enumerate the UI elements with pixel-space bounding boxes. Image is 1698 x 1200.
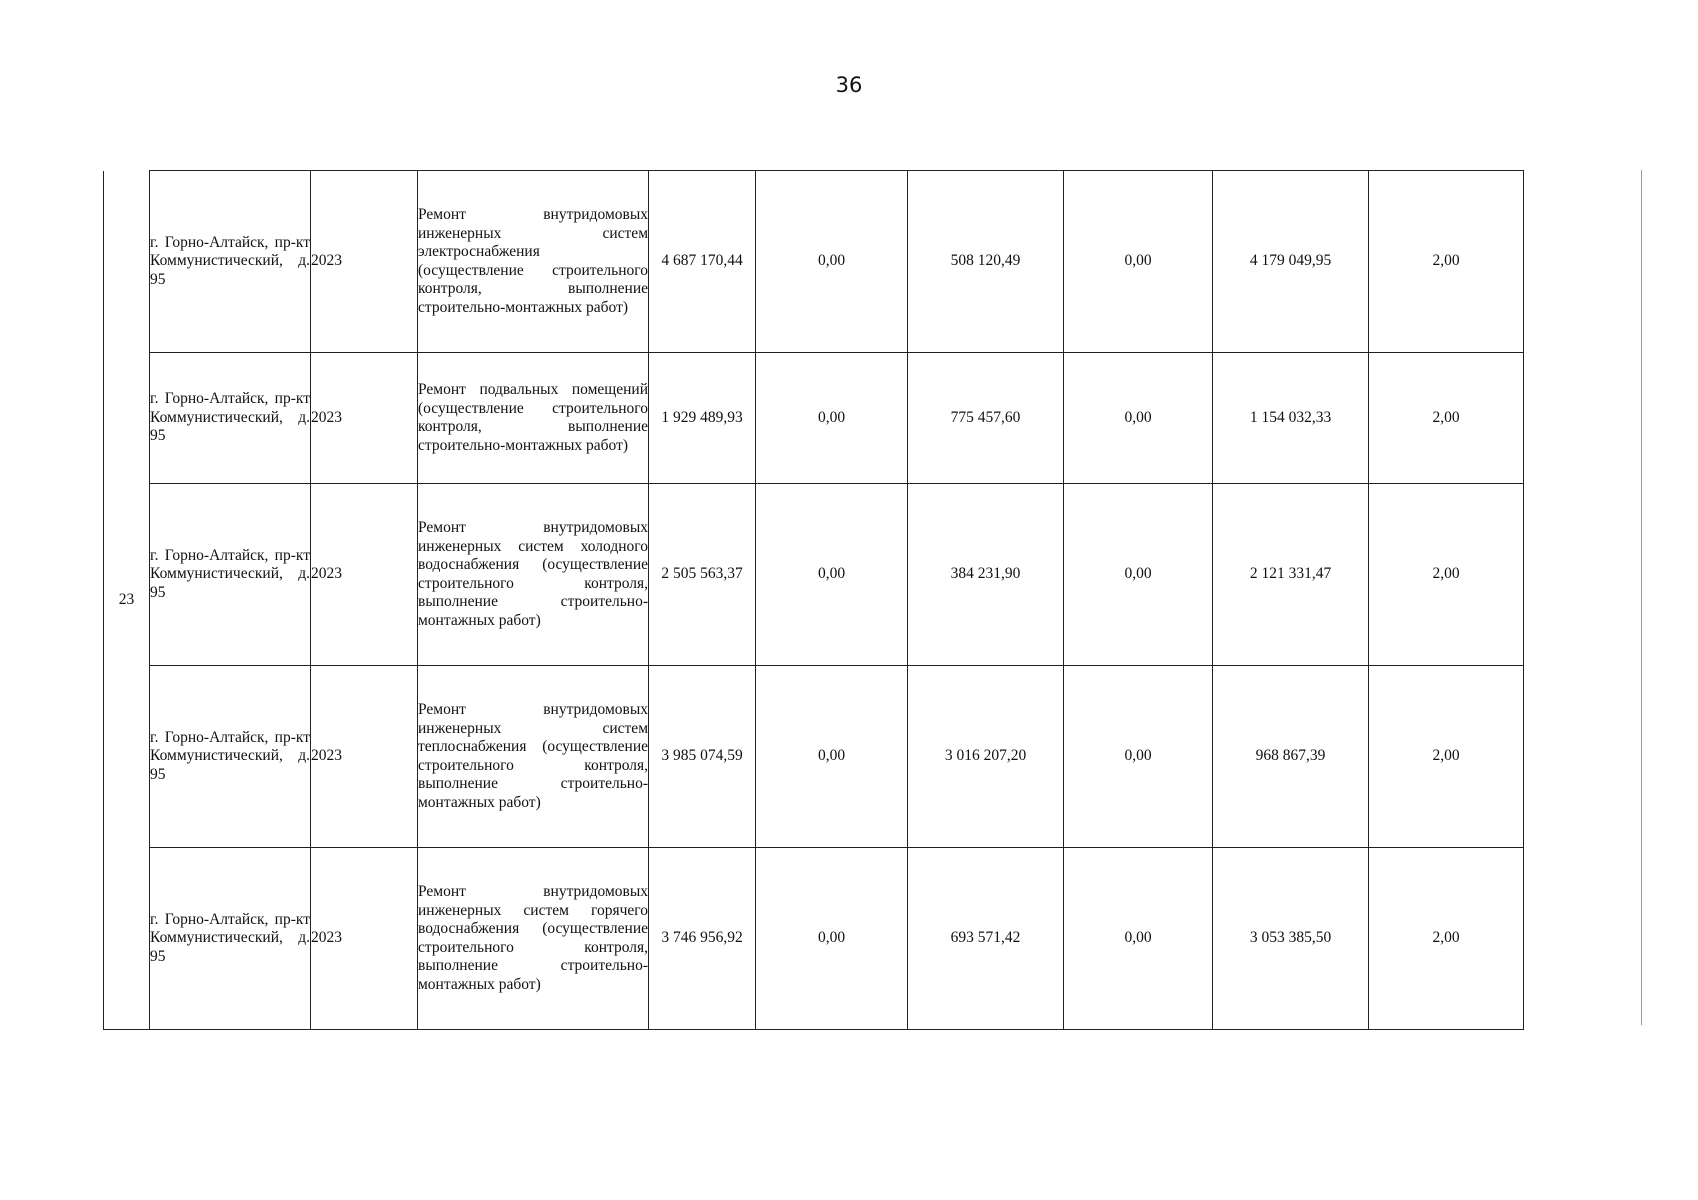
group-number-cell: 23 [104, 171, 150, 1030]
value-cell-2: 0,00 [756, 848, 908, 1030]
year-cell: 2023 [311, 848, 418, 1030]
address-cell: г. Горно-Алтайск, пр-кт Коммунистический, д. 95 [150, 666, 311, 848]
value-cell-6: 2,00 [1369, 848, 1524, 1030]
value-cell-4: 0,00 [1064, 484, 1213, 666]
year-cell: 2023 [311, 484, 418, 666]
value-cell-2: 0,00 [756, 353, 908, 484]
total-cost-cell: 3 985 074,59 [649, 666, 756, 848]
page-number: 36 [835, 73, 863, 97]
repair-program-table [103, 170, 1524, 1030]
value-cell-3: 384 231,90 [908, 484, 1064, 666]
table-row [104, 666, 1524, 848]
value-cell-5: 4 179 049,95 [1213, 171, 1369, 353]
total-cost-cell: 3 746 956,92 [649, 848, 756, 1030]
value-cell-5: 1 154 032,33 [1213, 353, 1369, 484]
value-cell-6: 2,00 [1369, 171, 1524, 353]
value-cell-3: 775 457,60 [908, 353, 1064, 484]
year-cell: 2023 [311, 666, 418, 848]
total-cost-cell: 4 687 170,44 [649, 171, 756, 353]
value-cell-4: 0,00 [1064, 171, 1213, 353]
table-row [104, 484, 1524, 666]
year-cell: 2023 [311, 171, 418, 353]
address-cell: г. Горно-Алтайск, пр-кт Коммунистический, д. 95 [150, 848, 311, 1030]
value-cell-5: 3 053 385,50 [1213, 848, 1369, 1030]
table-row [104, 353, 1524, 484]
address-cell: г. Горно-Алтайск, пр-кт Коммунистический, д. 95 [150, 171, 311, 353]
value-cell-4: 0,00 [1064, 666, 1213, 848]
year-cell: 2023 [311, 353, 418, 484]
address-cell: г. Горно-Алтайск, пр-кт Коммунистический, д. 95 [150, 353, 311, 484]
total-cost-cell: 2 505 563,37 [649, 484, 756, 666]
work-description-cell: Ремонт внутридомовых инженерных систем теплоснабжения (осуществление строительного контроля, выполнение строительно-монтажных работ) [418, 666, 649, 848]
value-cell-2: 0,00 [756, 484, 908, 666]
value-cell-5: 968 867,39 [1213, 666, 1369, 848]
total-cost-cell: 1 929 489,93 [649, 353, 756, 484]
value-cell-3: 508 120,49 [908, 171, 1064, 353]
value-cell-4: 0,00 [1064, 848, 1213, 1030]
work-description-cell: Ремонт внутридомовых инженерных систем электроснабжения (осуществление строительного контроля, выполнение строительно-монтажных работ) [418, 171, 649, 353]
value-cell-2: 0,00 [756, 171, 908, 353]
work-description-cell: Ремонт внутридомовых инженерных систем холодного водоснабжения (осуществление строительного контроля, выполнение строительно-монтажных работ) [418, 484, 649, 666]
address-cell: г. Горно-Алтайск, пр-кт Коммунистический, д. 95 [150, 484, 311, 666]
value-cell-3: 693 571,42 [908, 848, 1064, 1030]
work-description-cell: Ремонт внутридомовых инженерных систем горячего водоснабжения (осуществление строительного контроля, выполнение строительно-монтажных работ) [418, 848, 649, 1030]
value-cell-5: 2 121 331,47 [1213, 484, 1369, 666]
value-cell-4: 0,00 [1064, 353, 1213, 484]
work-description-cell: Ремонт подвальных помещений (осуществление строительного контроля, выполнение строительно-монтажных работ) [418, 353, 649, 484]
table-row [104, 848, 1524, 1030]
table-row [104, 171, 1524, 353]
value-cell-6: 2,00 [1369, 666, 1524, 848]
value-cell-6: 2,00 [1369, 484, 1524, 666]
value-cell-6: 2,00 [1369, 353, 1524, 484]
page-edge-line [1641, 170, 1642, 1025]
value-cell-3: 3 016 207,20 [908, 666, 1064, 848]
value-cell-2: 0,00 [756, 666, 908, 848]
